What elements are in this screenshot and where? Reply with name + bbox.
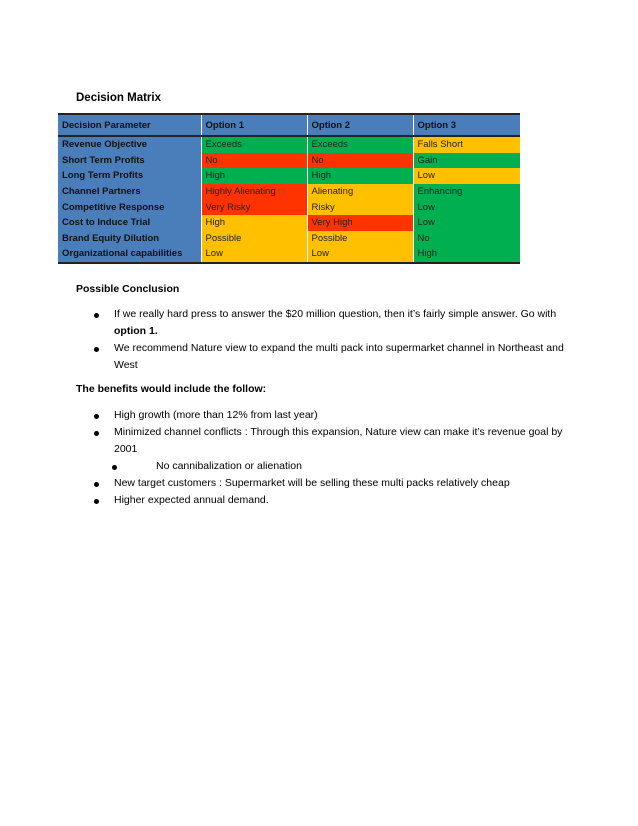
benefit-item-2-sub: No cannibalization or alienation: [156, 460, 302, 472]
header-option-3: Option 3: [413, 114, 520, 136]
table-row: [58, 199, 520, 215]
table-row: [58, 136, 520, 153]
row-parameter: Revenue Objective: [58, 136, 201, 153]
list-item: [90, 424, 570, 458]
list-item: [90, 340, 570, 374]
list-item: [90, 475, 570, 492]
row-parameter: Cost to Induce Trial: [58, 215, 201, 231]
option-2-cell: No: [307, 153, 413, 169]
option-3-cell: Low: [413, 199, 520, 215]
option-1-cell: High: [201, 168, 307, 184]
bullet-icon: [94, 347, 99, 352]
option-1-cell: Very Risky: [201, 199, 307, 215]
option-1-cell: Exceeds: [201, 136, 307, 153]
header-option-1: Option 1: [201, 114, 307, 136]
bullet-icon: [112, 465, 117, 470]
option-3-cell: Enhancing: [413, 184, 520, 200]
matrix-header-row: [58, 114, 520, 136]
option-2-cell: Possible: [307, 231, 413, 247]
conclusion-bullet-1-text: If we really hard press to answer the $20 million question, then it’s fairly simple answer. Go with: [114, 308, 557, 320]
row-parameter: Competitive Response: [58, 199, 201, 215]
matrix-title: Decision Matrix: [76, 92, 161, 104]
bullet-icon: [94, 499, 99, 504]
list-item: [90, 458, 570, 475]
benefit-item-1: High growth (more than 12% from last year): [114, 409, 318, 421]
option-3-cell: Low: [413, 215, 520, 231]
option-3-cell: Falls Short: [413, 136, 520, 153]
decision-matrix-table: [58, 113, 520, 264]
benefit-item-2: Minimized channel conflicts : Through this expansion, Nature view can make it’s revenue goal by 2001: [114, 426, 563, 455]
option-2-cell: Alienating: [307, 184, 413, 200]
row-parameter: Long Term Profits: [58, 168, 201, 184]
list-item: [90, 407, 570, 424]
table-row: [58, 168, 520, 184]
option-3-cell: High: [413, 246, 520, 263]
bullet-icon: [94, 414, 99, 419]
table-row: [58, 153, 520, 169]
row-parameter: Channel Partners: [58, 184, 201, 200]
benefits-heading: The benefits would include the follow:: [76, 383, 267, 395]
bullet-icon: [94, 431, 99, 436]
option-3-cell: Low: [413, 168, 520, 184]
conclusion-list: [90, 306, 570, 374]
bullet-icon: [94, 313, 99, 318]
list-item: [90, 492, 570, 509]
conclusion-bullet-2-text: We recommend Nature view to expand the multi pack into supermarket channel in Northeast and West: [114, 342, 564, 371]
row-parameter: Brand Equity Dilution: [58, 231, 201, 247]
benefit-item-3: New target customers : Supermarket will be selling these multi packs relatively cheap: [114, 477, 510, 489]
header-decision-parameter: Decision Parameter: [58, 114, 201, 136]
option-2-cell: Risky: [307, 199, 413, 215]
list-item: [90, 306, 570, 340]
bullet-icon: [94, 482, 99, 487]
option-3-cell: No: [413, 231, 520, 247]
option-1-cell: High: [201, 215, 307, 231]
table-row: [58, 215, 520, 231]
conclusion-bullet-1-bold: option 1.: [114, 325, 158, 337]
option-2-cell: Very High: [307, 215, 413, 231]
option-1-cell: Possible: [201, 231, 307, 247]
option-1-cell: No: [201, 153, 307, 169]
row-parameter: Organizational capabilities: [58, 246, 201, 263]
table-row: [58, 231, 520, 247]
benefit-item-4: Higher expected annual demand.: [114, 494, 269, 506]
option-2-cell: Low: [307, 246, 413, 263]
table-row: [58, 246, 520, 263]
option-1-cell: Low: [201, 246, 307, 263]
option-2-cell: High: [307, 168, 413, 184]
row-parameter: Short Term Profits: [58, 153, 201, 169]
table-row: [58, 184, 520, 200]
option-2-cell: Exceeds: [307, 136, 413, 153]
header-option-2: Option 2: [307, 114, 413, 136]
benefits-list: [90, 407, 570, 509]
option-3-cell: Gain: [413, 153, 520, 169]
possible-conclusion-heading: Possible Conclusion: [76, 283, 180, 295]
option-1-cell: Highly Alienating: [201, 184, 307, 200]
